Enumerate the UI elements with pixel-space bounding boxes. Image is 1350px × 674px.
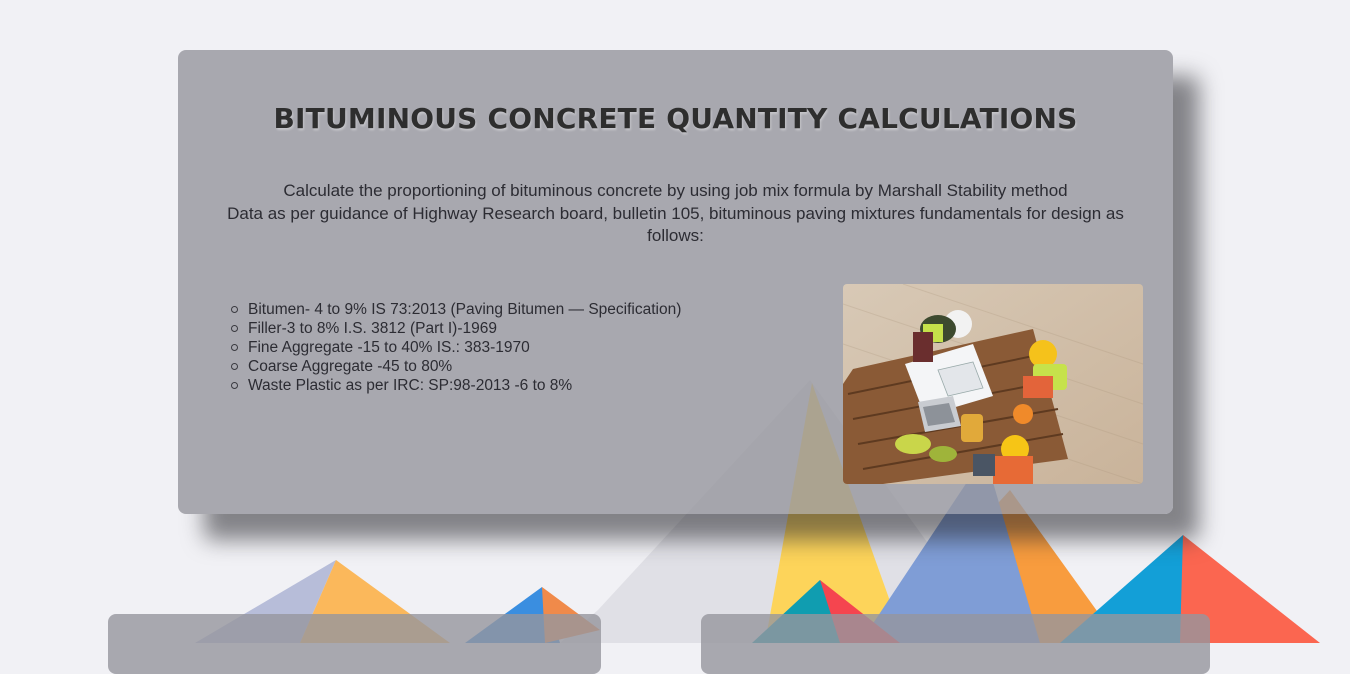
list-item: Coarse Aggregate -45 to 80% xyxy=(248,357,681,376)
list-item: Bitumen- 4 to 9% IS 73:2013 (Paving Bitumen — Specification) xyxy=(248,300,681,319)
mix-specification-list xyxy=(248,300,681,395)
construction-workers-photo xyxy=(843,284,1143,484)
lower-left-card xyxy=(108,614,601,674)
intro-line-1: Calculate the proportioning of bituminous concrete by using job mix formula by Marshall Stability method xyxy=(283,181,1068,200)
circle-bullet-icon xyxy=(231,306,238,313)
intro-line-2: Data as per guidance of Highway Research board, bulletin 105, bituminous paving mixtures fundamentals for design as follows: xyxy=(227,203,1124,245)
intro-paragraph xyxy=(223,180,1128,248)
list-item: Waste Plastic as per IRC: SP:98-2013 -6 to 8% xyxy=(248,376,681,395)
list-item: Fine Aggregate -15 to 40% IS.: 383-1970 xyxy=(248,338,681,357)
circle-bullet-icon xyxy=(231,363,238,370)
list-item: Filler-3 to 8% I.S. 3812 (Part I)-1969 xyxy=(248,319,681,338)
circle-bullet-icon xyxy=(231,344,238,351)
lower-right-card xyxy=(701,614,1210,674)
page-title: BITUMINOUS CONCRETE QUANTITY CALCULATIONS xyxy=(273,102,1078,135)
main-info-card xyxy=(178,50,1173,514)
circle-bullet-icon xyxy=(231,382,238,389)
circle-bullet-icon xyxy=(231,325,238,332)
